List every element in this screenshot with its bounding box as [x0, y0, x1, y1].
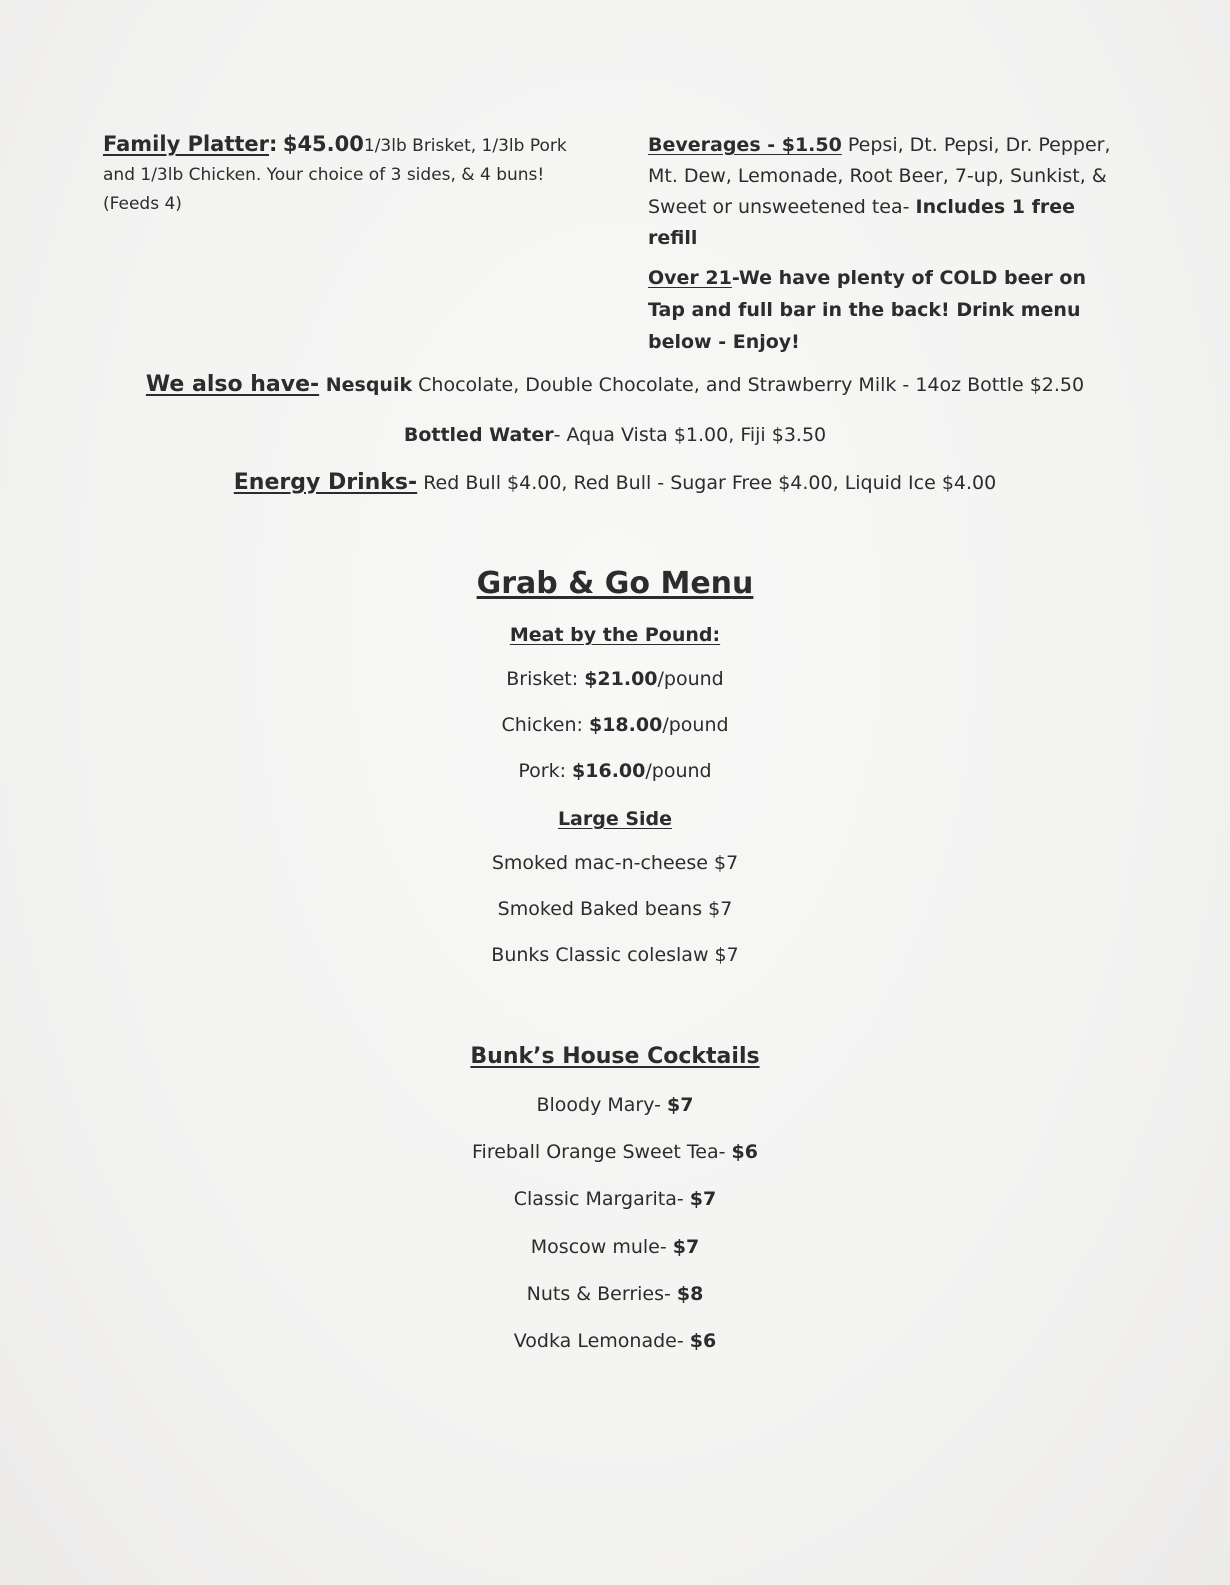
cocktail-price: $7	[672, 1236, 700, 1258]
cocktail-item	[0, 1094, 1230, 1116]
cocktail-name: Moscow mule-	[530, 1236, 673, 1258]
cocktail-price: $7	[667, 1094, 694, 1116]
also-have-brand: Nesquik	[319, 374, 413, 396]
meat-item-name: Pork:	[518, 760, 573, 782]
cocktail-name: Vodka Lemonade-	[513, 1330, 690, 1352]
meat-item-price: $21.00	[584, 668, 658, 690]
cocktail-name: Classic Margarita-	[513, 1188, 690, 1210]
meat-item-name: Brisket:	[506, 668, 585, 690]
cocktail-name: Fireball Orange Sweet Tea-	[472, 1141, 732, 1163]
bottled-water-line	[0, 424, 1230, 446]
meat-item-price: $16.00	[572, 760, 646, 782]
bottled-water-label: Bottled Water	[403, 424, 554, 446]
over21-block	[648, 262, 1118, 358]
energy-drinks-line	[0, 470, 1230, 495]
beverages-label: Beverages - $1.50	[648, 134, 842, 156]
meat-item-unit: /pound	[657, 668, 724, 690]
also-have-text: Chocolate, Double Chocolate, and Strawberry Milk - 14oz Bottle $2.50	[412, 374, 1085, 396]
cocktail-item	[0, 1141, 1230, 1163]
side-item: Bunks Classic coleslaw $7	[491, 944, 739, 966]
cocktail-item	[0, 1283, 1230, 1305]
cocktail-item	[0, 1236, 1230, 1258]
family-platter-price: $45.00	[282, 132, 364, 156]
cocktail-name: Nuts & Berries-	[526, 1283, 677, 1305]
over21-label: Over 21	[648, 267, 732, 289]
beverages-block	[648, 130, 1118, 254]
grab-and-go-title: Grab & Go Menu	[476, 566, 754, 601]
family-platter-colon: :	[269, 132, 278, 156]
cocktail-price: $6	[731, 1141, 758, 1163]
large-side-title: Large Side	[557, 808, 673, 830]
cocktail-item	[0, 1330, 1230, 1352]
cocktail-item	[0, 1188, 1230, 1210]
family-platter-block	[103, 130, 573, 219]
meat-by-pound-title: Meat by the Pound:	[509, 624, 721, 646]
also-have-line	[0, 372, 1230, 397]
meat-item-unit: /pound	[645, 760, 712, 782]
meat-item	[0, 760, 1230, 782]
family-platter-label: Family Platter	[103, 132, 270, 156]
beverages-refill: Includes 1 free refill	[648, 196, 1076, 249]
meat-item	[0, 714, 1230, 736]
meat-item	[0, 668, 1230, 690]
cocktail-price: $6	[689, 1330, 717, 1352]
beverages-list: Pepsi, Dt. Pepsi, Dr. Pepper, Mt. Dew, Lemonade, Root Beer, 7-up, Sunkist, & Sweet or unsweetened tea-	[648, 134, 1111, 218]
meat-item-name: Chicken:	[501, 714, 589, 736]
cocktail-name: Bloody Mary-	[536, 1094, 668, 1116]
family-platter-description: 1/3lb Brisket, 1/3lb Pork and 1/3lb Chicken. Your choice of 3 sides, & 4 buns! (Feeds 4)	[103, 136, 567, 214]
over21-text: -We have plenty of COLD beer on Tap and full bar in the back! Drink menu below - Enjoy!	[648, 267, 1086, 353]
energy-drinks-label: Energy Drinks-	[233, 470, 418, 495]
cocktail-price: $8	[676, 1283, 704, 1305]
cocktails-title: Bunk’s House Cocktails	[470, 1044, 760, 1069]
meat-item-price: $18.00	[588, 714, 663, 736]
cocktail-price: $7	[689, 1188, 717, 1210]
bottled-water-text: - Aqua Vista $1.00, Fiji $3.50	[553, 424, 827, 446]
energy-drinks-text: Red Bull $4.00, Red Bull - Sugar Free $4.00, Liquid Ice $4.00	[417, 472, 997, 494]
side-item: Smoked mac-n-cheese $7	[491, 852, 739, 874]
also-have-label: We also have-	[145, 372, 320, 397]
meat-item-unit: /pound	[662, 714, 729, 736]
side-item: Smoked Baked beans $7	[497, 898, 733, 920]
